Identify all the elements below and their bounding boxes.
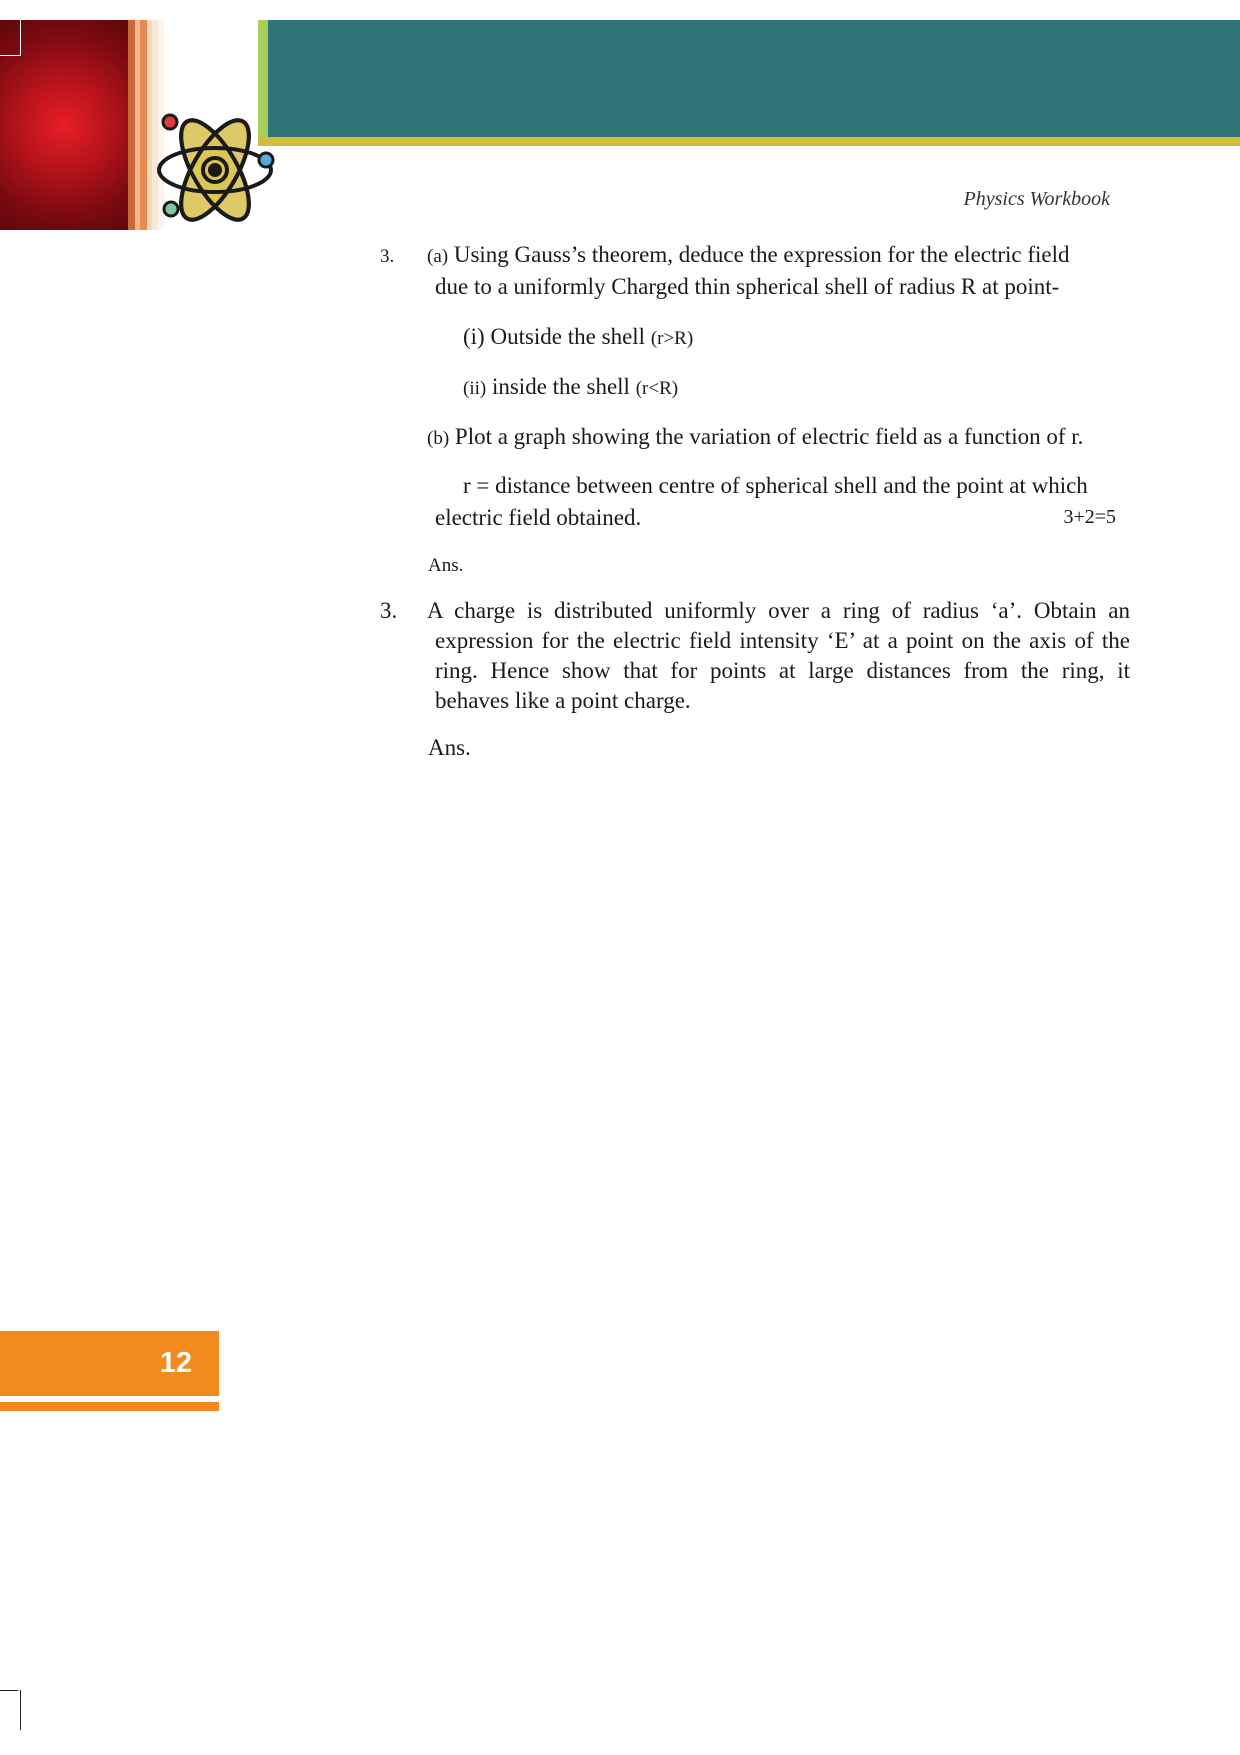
item-ii-text: inside the shell [491, 374, 630, 399]
definition-line2: electric field obtained. [435, 505, 642, 530]
marks: 3+2=5 [1063, 506, 1116, 528]
item-i-label: (i) [463, 324, 485, 349]
question2-line1: A charge is distributed uniformly over a ring of radius ‘a’. Obtain an [427, 598, 1130, 623]
atom-icon [150, 105, 280, 235]
question-part-b [427, 422, 1130, 454]
item-i-condition: (r>R) [650, 328, 694, 349]
item-i [463, 322, 693, 354]
part-a-line1: Using Gauss’s theorem, deduce the expression for the electric field [453, 242, 1070, 267]
answer-label: Ans. [428, 555, 464, 576]
header-gold-line [258, 137, 1240, 146]
question-number: 3. [380, 598, 398, 623]
question-part-a [427, 240, 1130, 272]
question-number: 3. [380, 246, 395, 267]
part-a-line2: due to a uniformly Charged thin spherical shell of radius R at point- [435, 274, 1060, 299]
page-tab-underline [0, 1402, 219, 1411]
page-number: 12 [159, 1347, 192, 1379]
part-b-label: (b) [427, 428, 450, 449]
item-ii-label: (ii) [463, 378, 487, 399]
question2-line4: behaves like a point charge. [435, 688, 691, 713]
crop-mark [0, 1690, 18, 1691]
question2-line3: ring. Hence show that for points at large distances from the ring, it [435, 658, 1130, 683]
part-b-text: Plot a graph showing the variation of electric field as a function of r. [454, 424, 1084, 449]
header-teal-bar [258, 20, 1240, 137]
answer-label: Ans. [428, 735, 471, 760]
crop-mark [0, 55, 20, 56]
item-ii-condition: (r<R) [635, 378, 679, 399]
crop-mark [20, 20, 21, 56]
item-ii [463, 372, 678, 404]
part-a-label: (a) [427, 246, 449, 267]
crop-mark [20, 1690, 21, 1730]
definition-line1: r = distance between centre of spherical shell and the point at which [463, 473, 1088, 498]
item-i-text: Outside the shell [490, 324, 646, 349]
question2-line2: expression for the electric field intensity ‘E’ at a point on the axis of the [435, 628, 1130, 653]
running-head: Physics Workbook [963, 188, 1110, 210]
